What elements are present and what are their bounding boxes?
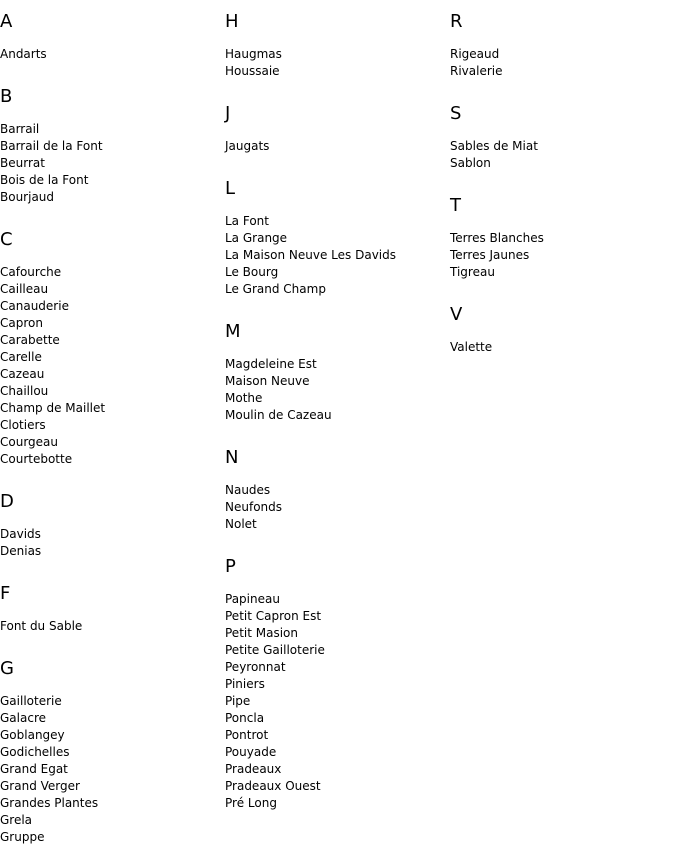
entry-list (225, 46, 450, 80)
list-item[interactable]: Carabette (0, 333, 60, 347)
list-item[interactable]: Cazeau (0, 367, 45, 381)
list-item[interactable]: Godichelles (0, 745, 70, 759)
letter-group-v (450, 301, 675, 356)
list-item[interactable]: Pré Long (225, 796, 277, 810)
list-item[interactable]: Petit Capron Est (225, 609, 322, 623)
letter-heading: D (0, 491, 14, 512)
letter-heading: L (225, 178, 236, 199)
list-item[interactable]: La Maison Neuve Les Davids (225, 248, 396, 262)
list-item[interactable]: Nolet (225, 517, 257, 531)
list-item[interactable]: La Grange (225, 231, 288, 245)
list-item[interactable]: Le Grand Champ (225, 282, 326, 296)
list-item[interactable]: Grela (0, 813, 33, 827)
letter-group-h (225, 8, 450, 80)
letter-heading: S (450, 103, 462, 124)
list-item[interactable]: Papineau (225, 592, 280, 606)
list-item[interactable]: Courgeau (0, 435, 59, 449)
list-item[interactable]: Clotiers (0, 418, 46, 432)
list-item[interactable]: Barrail de la Font (0, 139, 103, 153)
letter-group-s (450, 100, 675, 172)
list-item[interactable]: Terres Jaunes (450, 248, 530, 262)
list-item[interactable]: Pontrot (225, 728, 269, 742)
list-item[interactable]: Cailleau (0, 282, 49, 296)
letter-group-l (225, 175, 450, 298)
letter-heading: B (0, 86, 13, 107)
list-item[interactable]: Denias (0, 544, 42, 558)
letter-heading: P (225, 556, 236, 577)
list-item[interactable]: Neufonds (225, 500, 283, 514)
entry-list (225, 482, 450, 533)
letter-group-d (0, 488, 225, 560)
letter-group-f (0, 580, 225, 635)
list-item[interactable]: Beurrat (0, 156, 45, 170)
list-item[interactable]: Mothe (225, 391, 263, 405)
letter-heading: N (225, 447, 239, 468)
list-item[interactable]: Font du Sable (0, 619, 83, 633)
list-item[interactable]: Valette (450, 340, 493, 354)
list-item[interactable]: Barrail (0, 122, 40, 136)
list-item[interactable]: Houssaie (225, 64, 280, 78)
list-item[interactable]: Pradeaux Ouest (225, 779, 321, 793)
list-item[interactable]: Capron (0, 316, 43, 330)
list-item[interactable]: Grandes Plantes (0, 796, 99, 810)
entry-list (0, 526, 225, 560)
letter-group-m (225, 318, 450, 424)
letter-heading: V (450, 304, 463, 325)
list-item[interactable]: Grand Egat (0, 762, 68, 776)
list-item[interactable]: Sablon (450, 156, 491, 170)
entry-list (225, 138, 450, 155)
list-item[interactable]: Galacre (0, 711, 46, 725)
list-item[interactable]: Andarts (0, 47, 47, 61)
letter-group-r (450, 8, 675, 80)
index-column-3 (450, 8, 675, 376)
letter-group-g (0, 655, 225, 846)
index-column-2 (225, 8, 450, 832)
list-item[interactable]: Petit Masion (225, 626, 298, 640)
list-item[interactable]: Moulin de Cazeau (225, 408, 332, 422)
list-item[interactable]: Rigeaud (450, 47, 500, 61)
letter-heading: M (225, 321, 241, 342)
letter-heading: A (0, 11, 13, 32)
letter-heading: G (0, 658, 14, 679)
entry-list (450, 230, 675, 281)
letter-heading: T (450, 195, 461, 216)
list-item[interactable]: Maison Neuve (225, 374, 310, 388)
list-item[interactable]: Tigreau (450, 265, 495, 279)
entry-list (225, 591, 450, 812)
list-item[interactable]: Piniers (225, 677, 265, 691)
entry-list (0, 693, 225, 846)
list-item[interactable]: Petite Gailloterie (225, 643, 325, 657)
list-item[interactable]: Magdeleine Est (225, 357, 317, 371)
list-item[interactable]: Sables de Miat (450, 139, 538, 153)
list-item[interactable]: Naudes (225, 483, 271, 497)
list-item[interactable]: Gailloterie (0, 694, 62, 708)
entry-list (450, 138, 675, 172)
letter-group-t (450, 192, 675, 281)
list-item[interactable]: Davids (0, 527, 41, 541)
list-item[interactable]: Peyronnat (225, 660, 286, 674)
list-item[interactable]: Pradeaux (225, 762, 282, 776)
list-item[interactable]: Le Bourg (225, 265, 279, 279)
letter-group-n (225, 444, 450, 533)
letter-heading: C (0, 229, 13, 250)
letter-heading: F (0, 583, 11, 604)
list-item[interactable]: Canauderie (0, 299, 69, 313)
list-item[interactable]: Pipe (225, 694, 251, 708)
entry-list (225, 213, 450, 298)
entry-list (0, 121, 225, 206)
list-item[interactable]: Gruppe (0, 830, 45, 844)
list-item[interactable]: Haugmas (225, 47, 282, 61)
letter-heading: H (225, 11, 239, 32)
list-item[interactable]: Pouyade (225, 745, 277, 759)
entry-list (0, 264, 225, 468)
letter-heading: J (225, 103, 231, 124)
entry-list (0, 46, 225, 63)
list-item[interactable]: Goblangey (0, 728, 65, 742)
entry-list (450, 46, 675, 80)
list-item[interactable]: Bourjaud (0, 190, 55, 204)
letter-group-p (225, 553, 450, 812)
entry-list (0, 618, 225, 635)
list-item[interactable]: Courtebotte (0, 452, 73, 466)
letter-group-c (0, 226, 225, 468)
index-column-1 (0, 8, 225, 866)
letter-group-b (0, 83, 225, 206)
letter-group-a (0, 8, 225, 63)
list-item[interactable]: Poncla (225, 711, 265, 725)
list-item[interactable]: Rivalerie (450, 64, 503, 78)
list-item[interactable]: Bois de la Font (0, 173, 89, 187)
list-item[interactable]: Jaugats (225, 139, 270, 153)
entry-list (225, 356, 450, 424)
list-item[interactable]: La Font (225, 214, 269, 228)
letter-group-j (225, 100, 450, 155)
list-item[interactable]: Cafourche (0, 265, 62, 279)
list-item[interactable]: Champ de Maillet (0, 401, 106, 415)
list-item[interactable]: Carelle (0, 350, 42, 364)
list-item[interactable]: Terres Blanches (450, 231, 544, 245)
letter-heading: R (450, 11, 463, 32)
entry-list (450, 339, 675, 356)
list-item[interactable]: Grand Verger (0, 779, 80, 793)
list-item[interactable]: Chaillou (0, 384, 49, 398)
